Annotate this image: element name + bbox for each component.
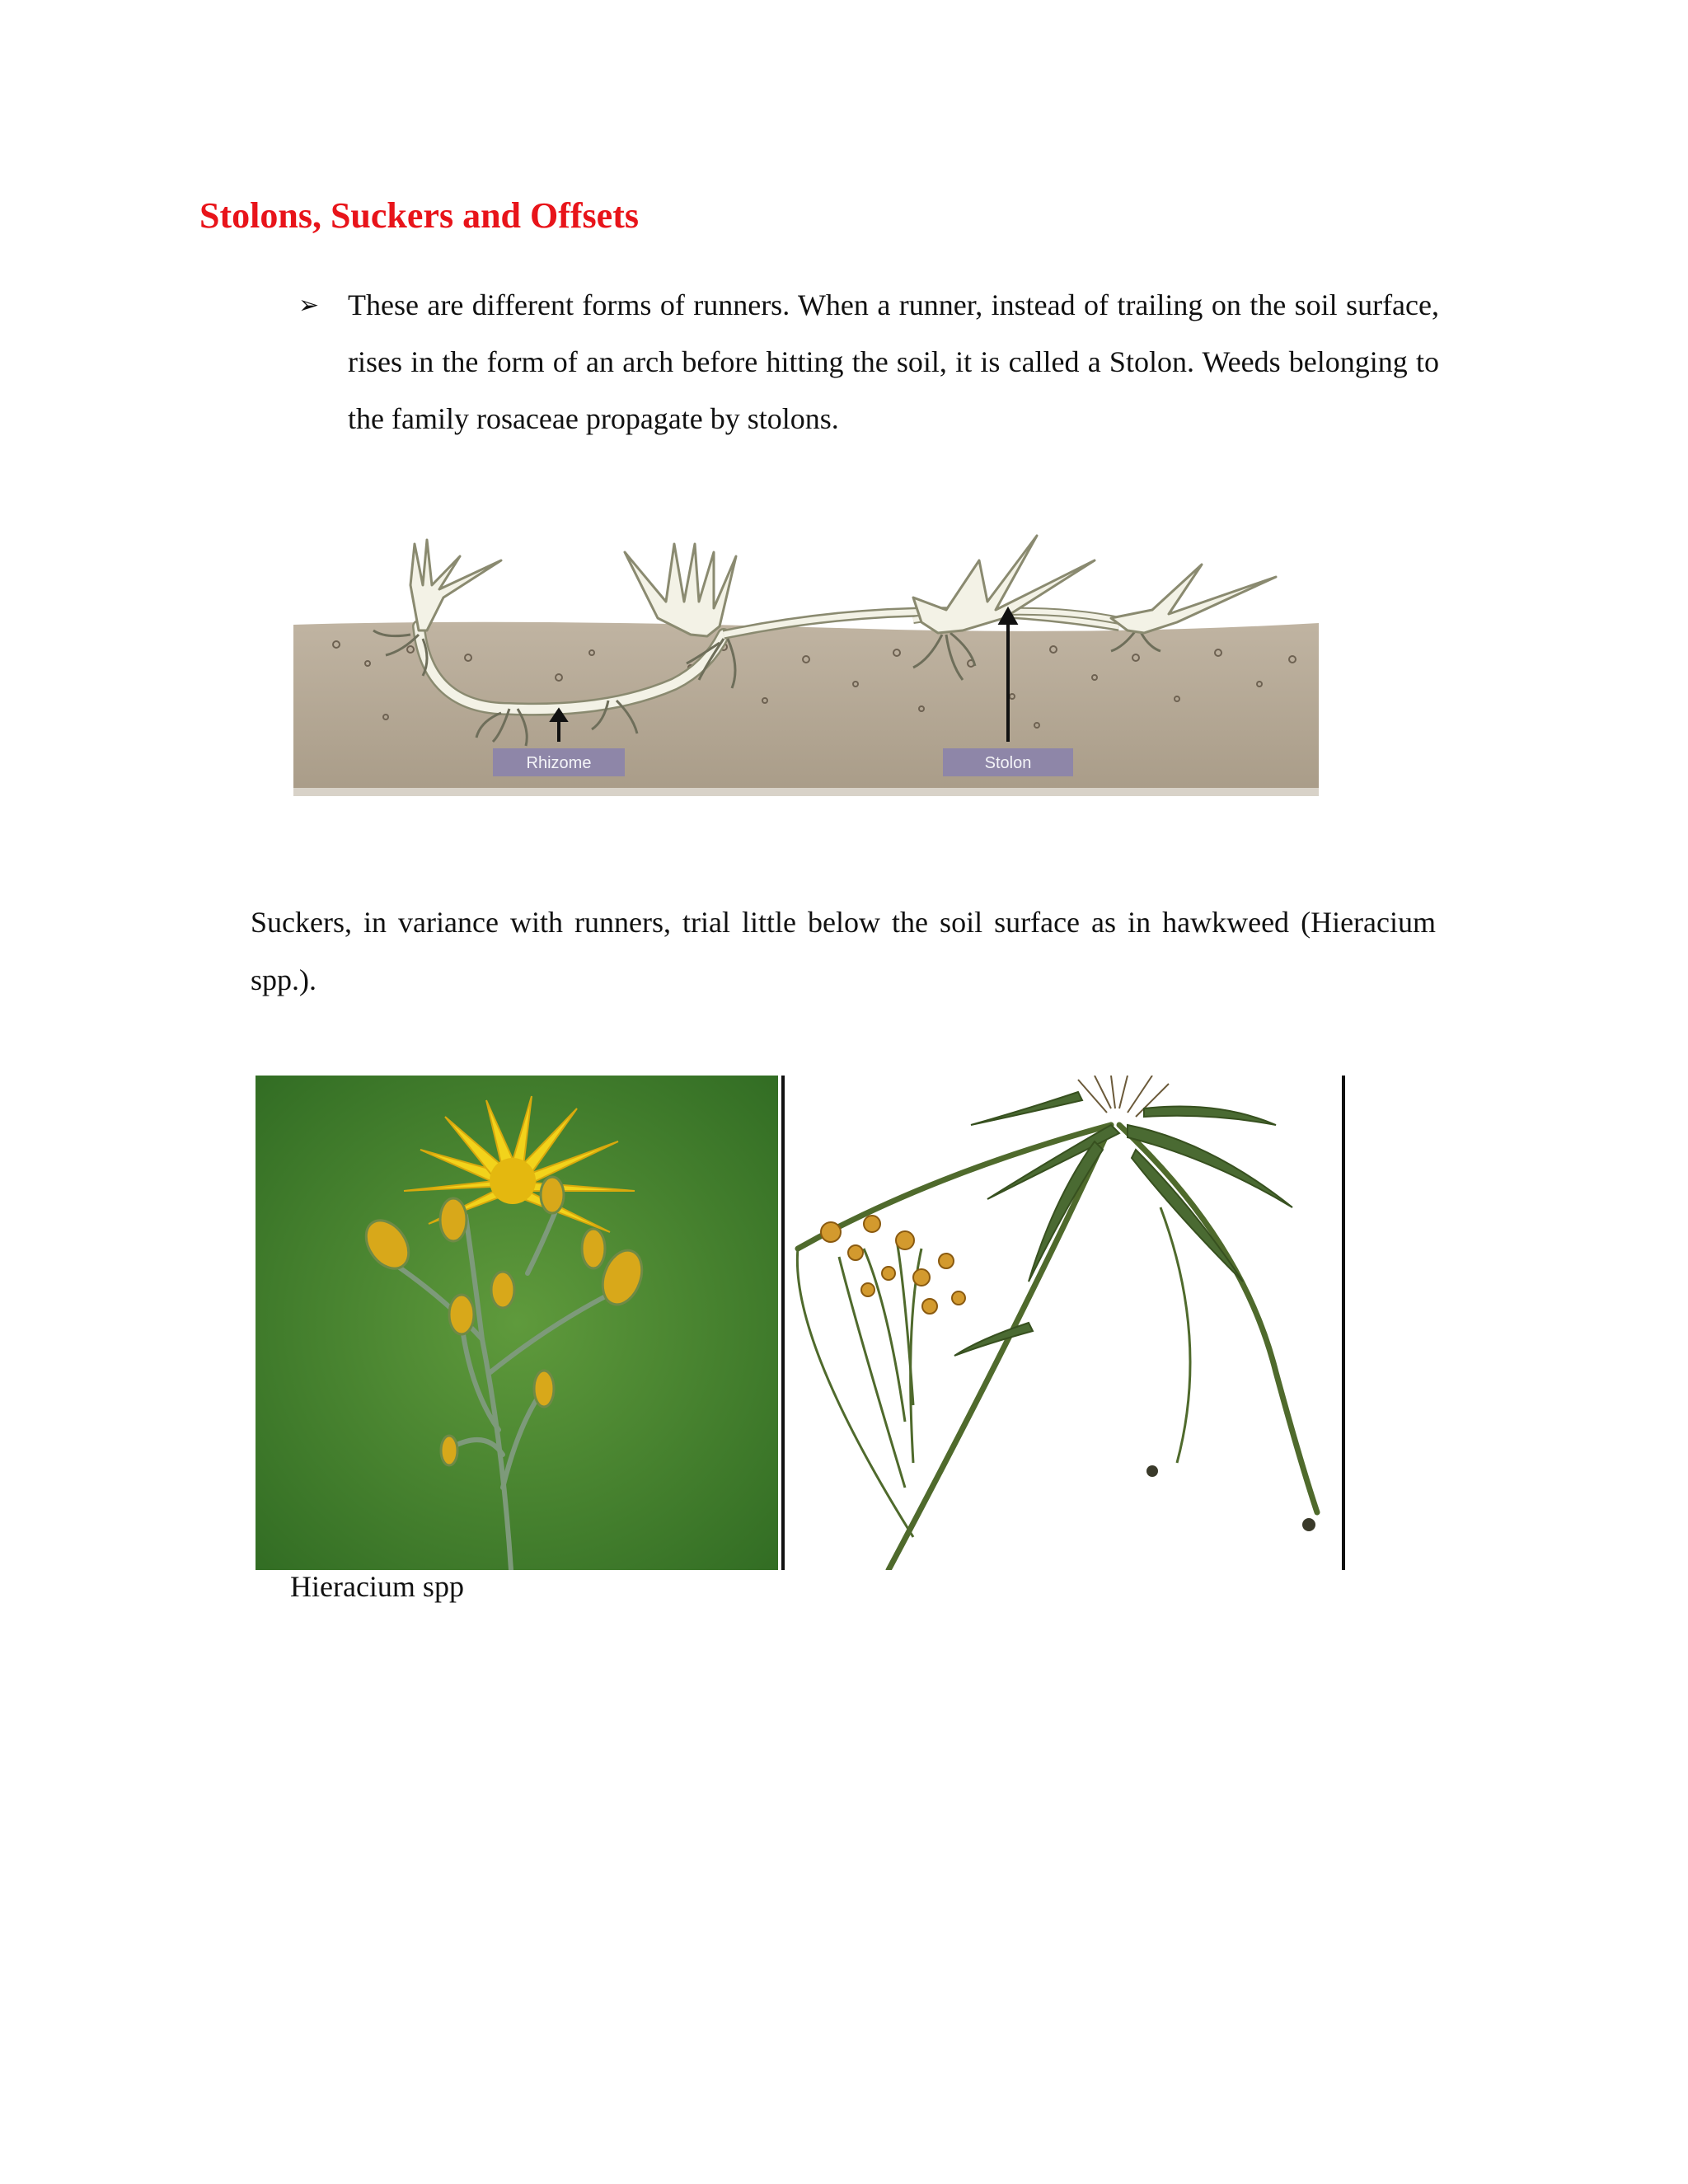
bullet-text: These are different forms of runners. When a runner, instead of trailing on the soil surface, rises in the form of an arch before hitting the soil, it is called a Stolon. Weeds belonging to the family rosaceae propagate by stolons. <box>348 288 1439 435</box>
arrow-bullet-icon: ➢ <box>298 291 320 320</box>
plant-4 <box>1111 565 1276 633</box>
plant-2 <box>625 544 736 636</box>
soil-block <box>293 622 1319 793</box>
suckers-paragraph: Suckers, in variance with runners, trial little below the soil surface as in hawkweed (Hieracium spp.). <box>251 906 1436 996</box>
section-heading: Stolons, Suckers and Offsets <box>199 195 639 236</box>
photo-caption: Hieracium spp <box>290 1570 464 1603</box>
flowering-hawkweed-photo <box>256 1076 778 1570</box>
bullet-item <box>298 277 1439 448</box>
stolon-label: Stolon <box>984 754 1032 772</box>
soil-shadow <box>293 788 1319 796</box>
rhizome-label: Rhizome <box>526 754 592 772</box>
plant-1 <box>410 540 501 630</box>
hawkweed-herbarium-specimen <box>781 1076 1347 1570</box>
rhizome-stolon-diagram <box>262 462 1372 857</box>
